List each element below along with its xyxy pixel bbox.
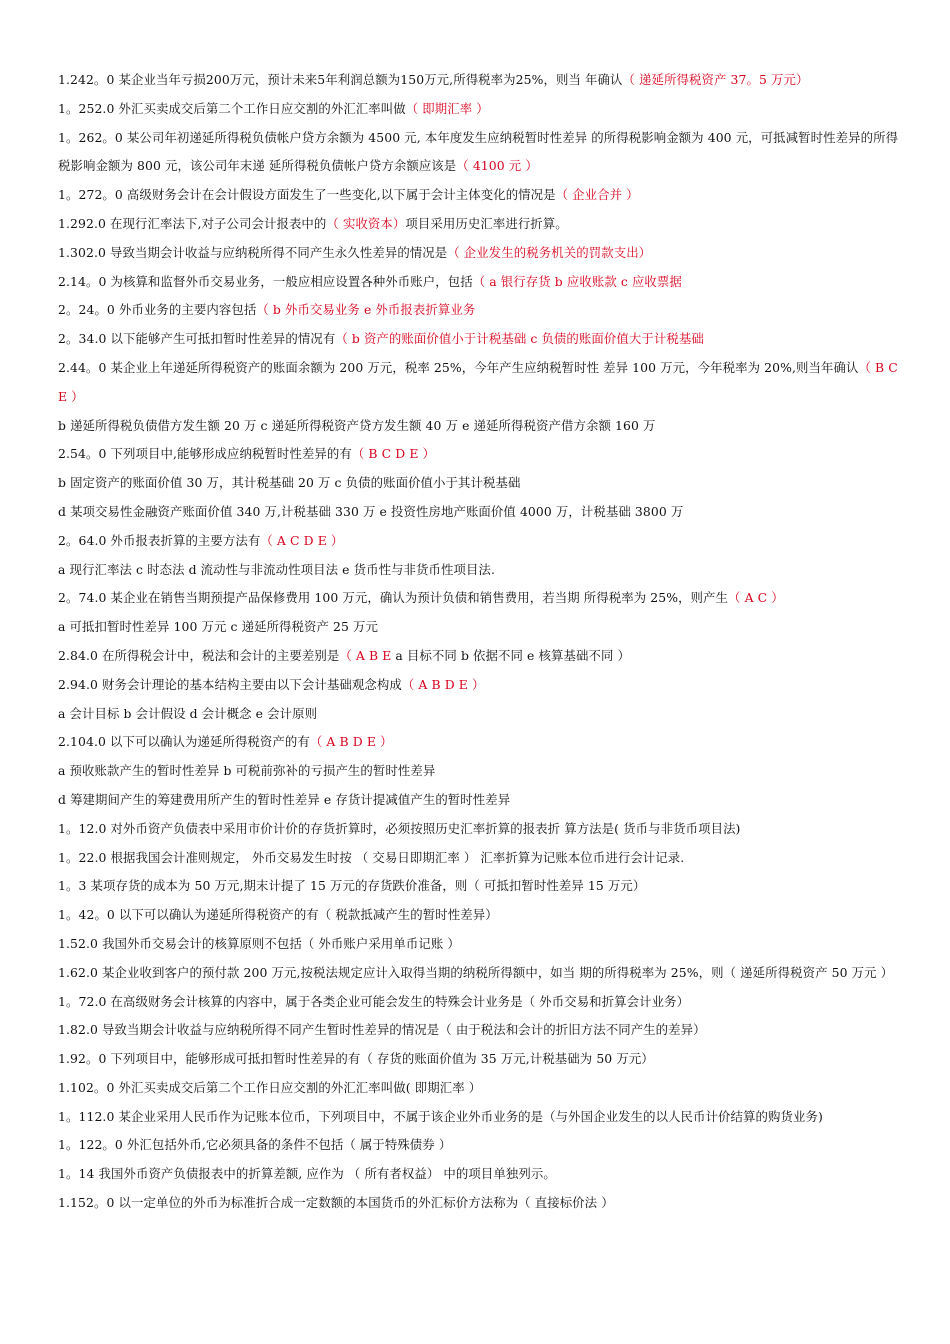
answer-text: （ a 银行存货 b 应收账款 c 应收票据 [472,273,682,289]
question-line: 1。252.0 外汇买卖成交后第二个工作日应交割的外汇汇率叫做（ 即期汇率 ） [58,100,489,116]
question-line: 1。272。0 高级财务会计在会计假设方面发生了一些变化,以下属于会计主体变化的情况是（ 企业合并 ） [58,187,639,203]
option-line: d 筹建期间产生的筹建费用所产生的暂时性差异 e 存货计提减值产生的暂时性差异 [58,791,511,807]
answer-text: （ A B D E ） [401,676,485,692]
answer-text: （ b 外币交易业务 e 外币报表折算业务 [256,302,476,318]
question-line: 1。22.0 根据我国会计准则规定， 外币交易发生时按 （ 交易日即期汇率 ） 汇率折算为记账本位币进行会计记录. [58,849,685,865]
answer-text: （ 企业发生的税务机关的罚款支出） [447,244,652,260]
question-line: 1.82.0 导致当期会计收益与应纳税所得不同产生暂时性差异的情况是（ 由于税法和会计的折旧方法不同产生的差异） [58,1022,706,1038]
question-line: 1.52.0 我国外币交易会计的核算原则不包括（ 外币账户采用单币记账 ） [58,935,460,951]
option-line: a 可抵扣暂时性差异 100 万元 c 递延所得税资产 25 万元 [58,619,379,635]
answer-text: （ A C D E ） [260,532,344,548]
question-line: 1。262。0 某公司年初递延所得税负债帐户贷方余额为 4500 元, 本年度发生应纳税暂时性差异 的所得税影响金额为 400 元，可抵减暂时性差异的所得税影响金额为 800 元，该公司年末递 延所得税负债帐户贷方余额应该是（ 4100 元 ） [58,129,899,174]
answer-text: （ B C E ） [58,359,898,404]
option-line: b 固定资产的账面价值 30 万，其计税基础 20 万 c 负债的账面价值小于其计税基础 [58,475,521,491]
answer-text: （ 即期汇率 ） [405,100,489,116]
answer-text: （ B C D E ） [351,446,436,462]
question-line: 1。12.0 对外币资产负债表中采用市价计价的存货折算时，必须按照历史汇率折算的报表折 算方法是( 货币与非货币项目法) [58,820,741,836]
question-line: 1.92。0 下列项目中，能够形成可抵扣暂时性差异的有（ 存货的账面价值为 35 万元,计税基础为 50 万元） [58,1051,654,1067]
question-line: 1.302.0 导致当期会计收益与应纳税所得不同产生永久性差异的情况是（ 企业发生的税务机关的罚款支出） [58,244,652,260]
option-line: a 会计目标 b 会计假设 d 会计概念 e 会计原则 [58,705,318,721]
answer-text: （ A B D E ） [309,734,393,750]
option-line: d 某项交易性金融资产账面价值 340 万,计税基础 330 万 e 投资性房地产账面价值 4000 万，计税基础 3800 万 [58,503,684,519]
question-line: 1。72.0 在高级财务会计核算的内容中，属于各类企业可能会发生的特殊会计业务是（ 外币交易和折算会计业务） [58,993,690,1009]
question-line: 1.242。0 某企业当年亏损200万元，预计未来5年利润总额为150万元,所得税率为25%，则当 年确认（ 递延所得税资产 37。5 万元） [58,72,809,87]
answer-text: （ 企业合并 ） [555,187,639,203]
answer-text: （ 递延所得税资产 37。5 万元） [622,72,809,87]
question-line: 1。14 我国外币资产负债报表中的折算差额, 应作为 （ 所有者权益） 中的项目单独列示。 [58,1166,556,1182]
question-line: 2。34.0 以下能够产生可抵扣暂时性差异的情况有（ b 资产的账面价值小于计税基础 c 负债的账面价值大于计税基础 [58,331,704,347]
question-line: 1.152。0 以一定单位的外币为标准折合成一定数额的本国货币的外汇标价方法称为（ 直接标价法 ） [58,1195,614,1211]
question-line: 1。112.0 某企业采用人民币作为记账本位币，下列项目中，不属于该企业外币业务的是（与外国企业发生的以人民币计价结算的购货业务) [58,1108,823,1124]
question-line: 2.84.0 在所得税会计中，税法和会计的主要差别是（ A B E a 目标不同 b 依据不同 e 核算基础不同 ） [58,647,630,663]
option-line: b 递延所得税负债借方发生额 20 万 c 递延所得税资产贷方发生额 40 万 e 递延所得税资产借方余额 160 万 [58,417,656,433]
answer-text: （ b 资产的账面价值小于计税基础 c 负债的账面价值大于计税基础 [335,331,704,347]
question-line: 2.44。0 某企业上年递延所得税资产的账面余额为 200 万元，税率 25%，今年产生应纳税暂时性 差异 100 万元，今年税率为 20%,则当年确认（ B C E ） [58,359,898,404]
answer-text: （ A C ） [728,590,784,606]
question-line: 1.102。0 外汇买卖成交后第二个工作日应交割的外汇汇率叫做( 即期汇率 ） [58,1079,482,1095]
question-line: 1.62.0 某企业收到客户的预付款 200 万元,按税法规定应计入取得当期的纳税所得额中，如当 期的所得税率为 25%，则（ 递延所得税资产 50 万元 ） [58,964,894,980]
question-line: 2.14。0 为核算和监督外币交易业务，一般应相应设置各种外币账户，包括（ a 银行存货 b 应收账款 c 应收票据 [58,273,682,289]
question-line: 1.292.0 在现行汇率法下,对子公司会计报表中的（ 实收资本）项目采用历史汇率进行折算。 [58,215,568,231]
question-line: 1。122。0 外汇包括外币,它必须具备的条件不包括（ 属于特殊债券 ） [58,1137,452,1153]
option-line: a 现行汇率法 c 时态法 d 流动性与非流动性项目法 e 货币性与非货币性项目法. [58,561,496,577]
question-line: 2。74.0 某企业在销售当期预提产品保修费用 100 万元，确认为预计负债和销售费用，若当期 所得税率为 25%，则产生（ A C ） [58,590,784,606]
answer-text: （ 4100 元 ） [456,158,538,174]
question-line: 2.54。0 下列项目中,能够形成应纳税暂时性差异的有（ B C D E ） [58,446,436,462]
question-line: 2。24。0 外币业务的主要内容包括（ b 外币交易业务 e 外币报表折算业务 [58,302,476,318]
question-line: 1。42。0 以下可以确认为递延所得税资产的有（ 税款抵减产生的暂时性差异） [58,907,498,923]
question-line: 2.104.0 以下可以确认为递延所得税资产的有（ A B D E ） [58,734,393,750]
question-line: 1。3 某项存货的成本为 50 万元,期末计提了 15 万元的存货跌价准备，则（ 可抵扣暂时性差异 15 万元） [58,878,646,894]
question-line: 2。64.0 外币报表折算的主要方法有（ A C D E ） [58,532,344,548]
answer-text: （ A B E [339,647,392,663]
option-line: a 预收账款产生的暂时性差异 b 可税前弥补的亏损产生的暂时性差异 [58,763,436,779]
question-line: 2.94.0 财务会计理论的基本结构主要由以下会计基础观念构成（ A B D E ） [58,676,485,692]
answer-text: （ 实收资本） [326,215,406,231]
